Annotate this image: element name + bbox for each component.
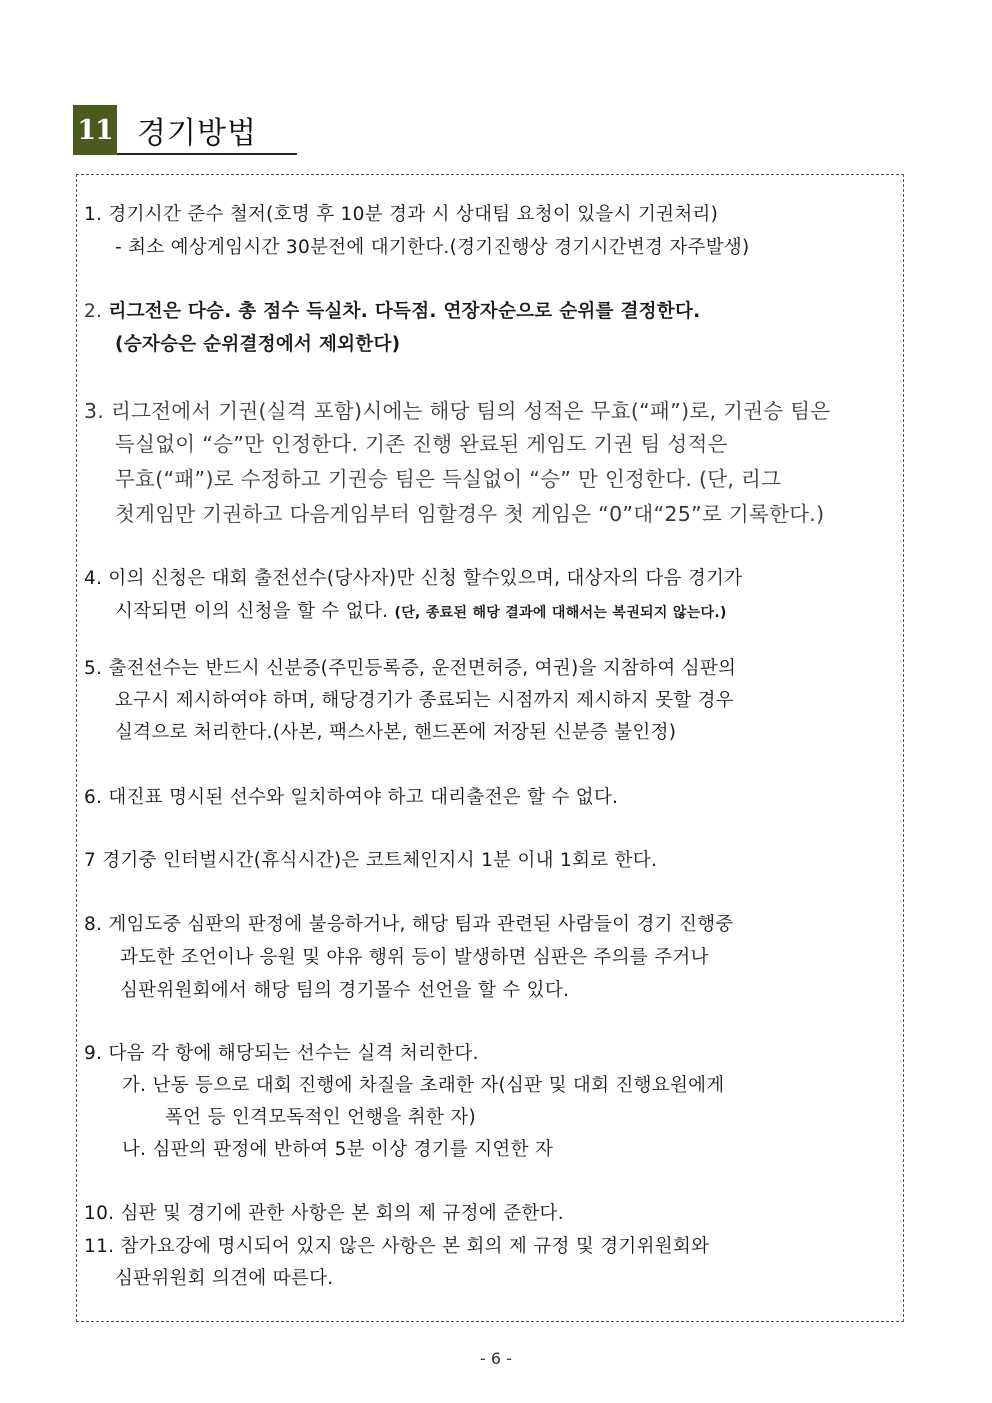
rule-4-text: 시작되면 이의 신청을 할 수 없다. — [115, 601, 389, 622]
rule-5-line-1: 5. 출전선수는 반드시 신분증(주민등록증, 운전면허증, 여권)을 지참하여 심판의 — [84, 658, 737, 679]
rule-11-line-1: 11. 참가요강에 명시되어 있지 않은 사항은 본 회의 제 규정 및 경기위원회와 — [84, 1236, 710, 1257]
rule-9-item-b: 나. 심판의 판정에 반하여 5분 이상 경기를 지연한 자 — [122, 1139, 554, 1160]
rule-6: 6. 대진표 명시된 선수와 일치하여야 하고 대리출전은 할 수 없다. — [84, 787, 619, 808]
rule-8-line-1: 8. 게임도중 심판의 판정에 불응하거나, 해당 팀과 관련된 사람들이 경기 진행중 — [84, 914, 734, 935]
rule-3-line-1: 3. 리그전에서 기권(실격 포함)시에는 해당 팀의 성적은 무효(“패”)로, 기권승 팀은 — [84, 399, 831, 423]
rule-9-line-1: 9. 다음 각 항에 해당되는 선수는 실격 처리한다. — [84, 1043, 479, 1064]
rule-3-line-2: 득실없이 “승”만 인정한다. 기존 진행 완료된 게임도 기권 팀 성적은 — [115, 432, 728, 456]
section-title: 경기방법 — [137, 116, 257, 151]
rule-1-line-1: 1. 경기시간 준수 철저(호명 후 10분 경과 시 상대팀 요청이 있을시 기권처리) — [84, 204, 719, 225]
rule-4-note: (단, 종료된 해당 결과에 대해서는 복권되지 않는다.) — [394, 605, 727, 621]
rule-3-line-3: 무효(“패”)로 수정하고 기권승 팀은 득실없이 “승” 만 인정한다. (단, 리그 — [115, 467, 782, 491]
rule-8-line-3: 심판위원회에서 해당 팀의 경기몰수 선언을 할 수 있다. — [120, 980, 570, 1001]
rule-7: 7 경기중 인터벌시간(휴식시간)은 코트체인지시 1분 이내 1회로 한다. — [84, 850, 658, 871]
section-header — [73, 104, 257, 156]
rule-2-number: 2. — [84, 301, 103, 322]
rule-8-line-2: 과도한 조언이나 응원 및 야유 행위 등이 발생하면 심판은 주의를 주거나 — [120, 947, 709, 968]
page-number: - 6 - — [480, 1349, 512, 1368]
rule-9-item-a-line-2: 폭언 등 인격모독적인 언행을 취한 자) — [165, 1107, 476, 1128]
rule-4-line-2 — [115, 600, 727, 625]
rule-2-text: 리그전은 다승. 총 점수 득실차. 다득점. 연장자순으로 순위를 결정한다. — [108, 301, 701, 322]
rule-5-line-3: 실격으로 처리한다.(사본, 팩스사본, 핸드폰에 저장된 신분증 불인정) — [115, 722, 677, 743]
rule-2-line-2: (승자승은 순위결정에서 제외한다) — [115, 334, 401, 355]
rule-11-line-2: 심판위원회 의견에 따른다. — [115, 1268, 334, 1289]
rule-2-line-1 — [84, 300, 700, 324]
rule-5-line-2: 요구시 제시하여야 하며, 해당경기가 종료되는 시점까지 제시하지 못할 경우 — [115, 690, 734, 711]
rule-4-line-1: 4. 이의 신청은 대회 출전선수(당사자)만 신청 할수있으며, 대상자의 다음 경기가 — [84, 568, 743, 589]
rule-9-item-a-line-1: 가. 난동 등으로 대회 진행에 차질을 초래한 자(심판 및 대회 진행요원에게 — [122, 1075, 725, 1096]
rule-1-line-2: - 최소 예상게임시간 30분전에 대기한다.(경기진행상 경기시간변경 자주발생) — [115, 237, 750, 258]
rule-10: 10. 심판 및 경기에 관한 사항은 본 회의 제 규정에 준한다. — [84, 1203, 564, 1224]
title-underline — [117, 153, 297, 155]
section-number-badge: 11 — [73, 105, 117, 155]
rule-3-line-4: 첫게임만 기권하고 다음게임부터 임할경우 첫 게임은 “0”대“25”로 기록한다.) — [115, 502, 825, 526]
